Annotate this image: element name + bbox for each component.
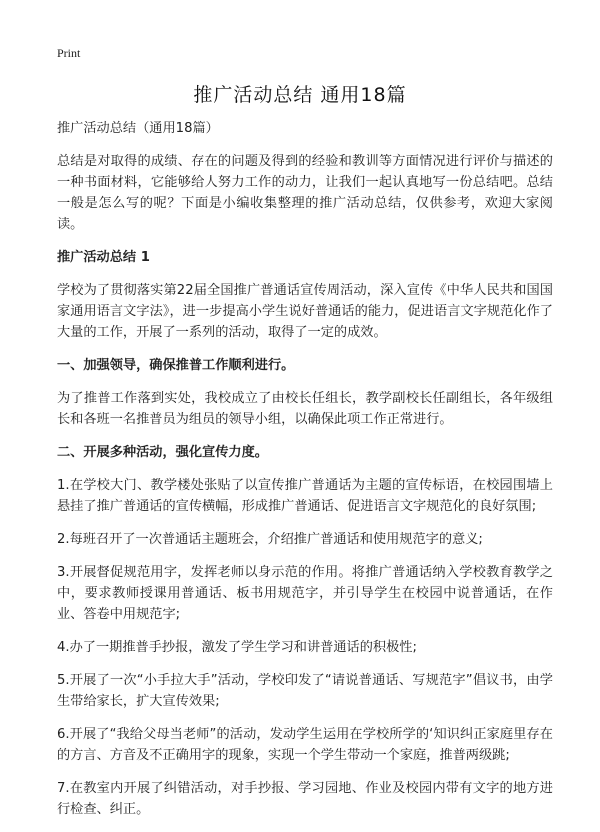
intro-paragraph: 总结是对取得的成绩、存在的问题及得到的经验和教训等方面情况进行评价与描述的一种书面材料，它能够给人努力工作的动力，让我们一起认真地写一份总结吧。总结一般是怎么写的呢？下面是小编收集整理的推广活动总结，仅供参考，欢迎大家阅读。 <box>57 154 553 232</box>
part-one-heading: 一、加强领导，确保推普工作顺利进行。 <box>57 358 295 373</box>
part-two-heading: 二、开展多种活动，强化宣传力度。 <box>57 445 268 460</box>
section-heading: 推广活动总结 1 <box>57 250 150 265</box>
section-intro-paragraph: 学校为了贯彻落实第22届全国推广普通话宣传周活动，深入宣传《中华人民共和国国家通用语言文字法》，进一步提高小学生说好普通话的能力，促进语言文字规范化作了大量的工作，开展了一系列的活动，取得了一定的成效。 <box>57 283 553 340</box>
list-item: 6.开展了“我给父母当老师”的活动，发动学生运用在学校所学的‘知识纠正家庭里存在的方言、方音及不正确用字的现象，实现一个学生带动一个家庭，推普两级跳; <box>57 727 553 763</box>
list-item: 7.在教室内开展了纠错活动，对手抄报、学习园地、作业及校园内带有文字的地方进行检查、纠正。 <box>57 781 553 817</box>
document-title: 推广活动总结 通用18篇 <box>193 84 407 106</box>
list-item: 5.开展了一次“小手拉大手”活动，学校印发了“请说普通话、写规范字”倡议书，由学生带给家长，扩大宣传效果; <box>57 673 553 709</box>
list-item: 2.每班召开了一次普通话主题班会，介绍推广普通话和使用规范字的意义; <box>57 532 483 547</box>
print-link[interactable]: Print <box>57 46 81 60</box>
document-subtitle: 推广活动总结（通用18篇） <box>57 121 219 136</box>
part-one-paragraph: 为了推普工作落到实处，我校成立了由校长任组长，教学副校长任副组长，各年级组长和各班一名推普员为组员的领导小组，以确保此项工作正常进行。 <box>57 391 553 427</box>
list-item: 1.在学校大门、教学楼处张贴了以宣传推广普通话为主题的宣传标语，在校园围墙上悬挂了推广普通话的宣传横幅，形成推广普通话、促进语言文字规范化的良好氛围; <box>57 478 553 514</box>
document-body <box>57 118 553 832</box>
list-item: 3.开展督促规范用字，发挥老师以身示范的作用。将推广普通话纳入学校教育教学之中，要求教师授课用普通话、板书用规范字，并引导学生在校园中说普通话，在作业、答卷中用规范字; <box>57 565 553 622</box>
list-item: 4.办了一期推普手抄报，激发了学生学习和讲普通话的积极性; <box>57 640 417 655</box>
